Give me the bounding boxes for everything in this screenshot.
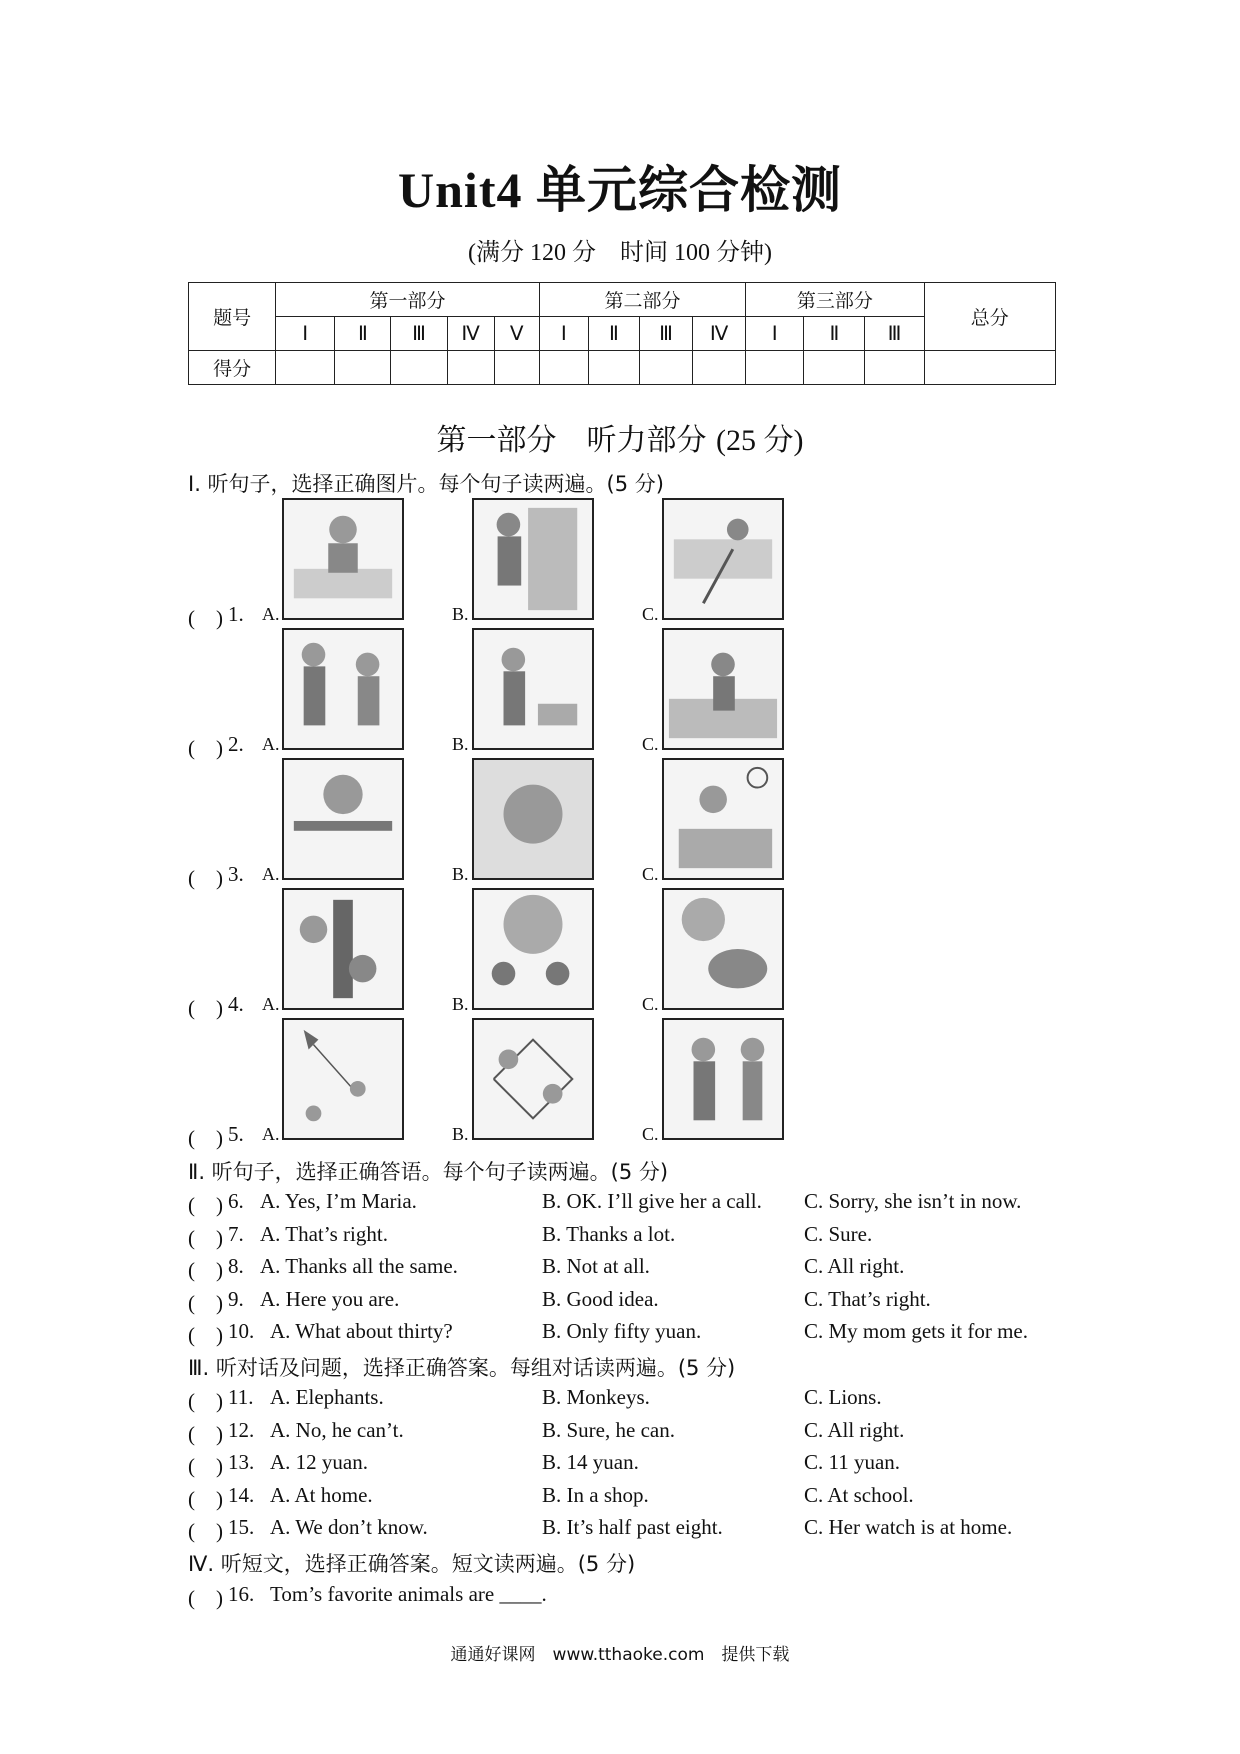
question-number: 8. bbox=[228, 1254, 244, 1278]
section4-instruction: Ⅳ. 听短文，选择正确答案。短文读两遍。(5 分) bbox=[188, 1552, 636, 1576]
score-cell[interactable] bbox=[924, 351, 1055, 385]
question-row-15 bbox=[188, 1515, 1088, 1545]
answer-blank[interactable]: ( ) bbox=[188, 606, 223, 630]
score-cell[interactable] bbox=[391, 351, 447, 385]
option-b: B. OK. I’ll give her a call. bbox=[542, 1189, 762, 1213]
option-c: C. Her watch is at home. bbox=[804, 1515, 1013, 1539]
question-number: 16. bbox=[228, 1582, 255, 1606]
score-col: Ⅲ bbox=[391, 317, 447, 351]
score-cell[interactable] bbox=[639, 351, 692, 385]
answer-blank[interactable]: ( ) bbox=[188, 1519, 223, 1543]
footer-text: 通通好课网 www.tthaoke.com 提供下载 bbox=[450, 1645, 790, 1665]
answer-blank[interactable]: ( ) bbox=[188, 996, 223, 1020]
option-c: C. All right. bbox=[804, 1417, 905, 1442]
question-row-16 bbox=[188, 1582, 1088, 1612]
girl-at-window-picture bbox=[282, 758, 404, 880]
answer-blank[interactable]: ( ) bbox=[188, 1421, 223, 1446]
option-label: C. bbox=[642, 864, 659, 884]
option-c: C. 11 yuan. bbox=[804, 1450, 901, 1474]
question-row-9 bbox=[188, 1287, 1088, 1317]
option-label: C. bbox=[642, 1124, 659, 1144]
score-table bbox=[188, 282, 1056, 385]
option-label: A. bbox=[262, 1124, 280, 1144]
elephants-picture bbox=[662, 888, 784, 1010]
question-number: 10. bbox=[228, 1319, 255, 1343]
option-b: B. Thanks a lot. bbox=[542, 1221, 676, 1246]
answer-blank[interactable]: ( ) bbox=[188, 1258, 223, 1282]
option-c: C. Sure. bbox=[804, 1221, 873, 1246]
option-label: A. bbox=[262, 734, 280, 754]
section3-instruction: Ⅲ. 听对话及问题，选择正确答案。每组对话读两遍。(5 分) bbox=[188, 1356, 736, 1380]
option-a: A. That’s right. bbox=[260, 1221, 388, 1246]
option-label: B. bbox=[452, 864, 469, 884]
option-a: A. Here you are. bbox=[260, 1286, 400, 1311]
option-c: C. Sorry, she isn’t in now. bbox=[804, 1189, 1022, 1213]
score-cell[interactable] bbox=[335, 351, 391, 385]
score-cell[interactable] bbox=[447, 351, 494, 385]
question-number: 9. bbox=[228, 1286, 244, 1311]
question-row-13 bbox=[188, 1450, 1088, 1480]
score-table-total-header: 总分 bbox=[924, 283, 1055, 351]
option-label: C. bbox=[642, 734, 659, 754]
question-number: 12. bbox=[228, 1417, 255, 1442]
option-b: B. Not at all. bbox=[542, 1254, 650, 1278]
option-a: A. Thanks all the same. bbox=[260, 1254, 458, 1278]
page-subtitle: (满分 120 分 时间 100 分钟) bbox=[468, 240, 772, 266]
question-row-12 bbox=[188, 1418, 1088, 1448]
answer-blank[interactable]: ( ) bbox=[188, 1193, 223, 1217]
answer-blank[interactable]: ( ) bbox=[188, 1586, 223, 1610]
score-col: Ⅱ bbox=[804, 317, 865, 351]
score-cell[interactable] bbox=[804, 351, 865, 385]
score-table-part3-header: 第三部分 bbox=[746, 283, 924, 317]
option-a: A. We don’t know. bbox=[270, 1515, 428, 1539]
option-label: B. bbox=[452, 1124, 469, 1144]
question-number: 6. bbox=[228, 1189, 244, 1213]
score-cell[interactable] bbox=[865, 351, 924, 385]
answer-blank[interactable]: ( ) bbox=[188, 736, 223, 760]
man-vacuuming-picture bbox=[662, 498, 784, 620]
option-a: A. Elephants. bbox=[270, 1385, 384, 1409]
lions-under-tree-picture bbox=[472, 888, 594, 1010]
question-number: 11. bbox=[228, 1385, 254, 1409]
score-cell[interactable] bbox=[494, 351, 539, 385]
question-number: 14. bbox=[228, 1482, 255, 1507]
question-row-11 bbox=[188, 1385, 1088, 1415]
score-table-row-label: 题号 bbox=[189, 283, 276, 351]
question-row-6 bbox=[188, 1189, 1088, 1219]
option-b: B. Monkeys. bbox=[542, 1385, 650, 1409]
question-number: 7. bbox=[228, 1221, 244, 1246]
part1-points: (25 分) bbox=[716, 424, 804, 457]
option-b: B. It’s half past eight. bbox=[542, 1515, 723, 1539]
option-label: B. bbox=[452, 994, 469, 1014]
option-label: C. bbox=[642, 994, 659, 1014]
score-col: Ⅱ bbox=[588, 317, 639, 351]
girl-washing-clothes-picture bbox=[282, 498, 404, 620]
option-a: A. At home. bbox=[270, 1482, 373, 1507]
score-table-row-label: 得分 bbox=[189, 351, 276, 385]
question-text: Tom’s favorite animals are ____. bbox=[270, 1582, 547, 1606]
answer-blank[interactable]: ( ) bbox=[188, 866, 223, 890]
answer-blank[interactable]: ( ) bbox=[188, 1454, 223, 1478]
score-cell[interactable] bbox=[693, 351, 746, 385]
option-a: A. No, he can’t. bbox=[270, 1417, 404, 1442]
option-label: B. bbox=[452, 604, 469, 624]
part1-title-text: 第一部分 听力部分 bbox=[436, 423, 707, 458]
answer-blank[interactable]: ( ) bbox=[188, 1486, 223, 1511]
woman-and-boy-with-bucket-picture bbox=[282, 628, 404, 750]
question-number: 5. bbox=[228, 1122, 244, 1146]
score-col: Ⅰ bbox=[539, 317, 588, 351]
option-c: C. At school. bbox=[804, 1482, 914, 1507]
score-cell[interactable] bbox=[539, 351, 588, 385]
option-c: C. All right. bbox=[804, 1254, 905, 1278]
score-col: Ⅴ bbox=[494, 317, 539, 351]
option-b: B. Good idea. bbox=[542, 1286, 659, 1311]
monkeys-in-tree-picture bbox=[282, 888, 404, 1010]
boy-waking-up-picture bbox=[472, 758, 594, 880]
man-with-guitar-picture bbox=[662, 1018, 784, 1140]
option-c: C. That’s right. bbox=[804, 1286, 931, 1311]
question-number: 15. bbox=[228, 1515, 255, 1539]
question-number: 2. bbox=[228, 732, 244, 756]
option-label: A. bbox=[262, 994, 280, 1014]
score-table-part2-header: 第二部分 bbox=[539, 283, 745, 317]
score-col: Ⅳ bbox=[447, 317, 494, 351]
option-label: C. bbox=[642, 604, 659, 624]
option-c: C. My mom gets it for me. bbox=[804, 1319, 1028, 1343]
question-number: 4. bbox=[228, 992, 244, 1016]
boy-in-park-picture bbox=[662, 628, 784, 750]
score-cell[interactable] bbox=[588, 351, 639, 385]
question-row-10 bbox=[188, 1319, 1088, 1349]
score-cell[interactable] bbox=[746, 351, 804, 385]
option-b: B. Only fifty yuan. bbox=[542, 1319, 702, 1343]
score-col: Ⅳ bbox=[693, 317, 746, 351]
option-label: A. bbox=[262, 604, 280, 624]
score-col: Ⅰ bbox=[276, 317, 335, 351]
score-cell[interactable] bbox=[276, 351, 335, 385]
question-number: 1. bbox=[228, 602, 244, 626]
score-col: Ⅱ bbox=[335, 317, 391, 351]
part1-title bbox=[0, 415, 1240, 459]
section2-instruction: Ⅱ. 听句子，选择正确答语。每个句子读两遍。(5 分) bbox=[188, 1160, 669, 1184]
page-title: Unit4 单元综合检测 bbox=[398, 162, 842, 218]
score-col: Ⅲ bbox=[865, 317, 924, 351]
option-a: A. Yes, I’m Maria. bbox=[260, 1189, 417, 1213]
question-row-14 bbox=[188, 1483, 1088, 1513]
woman-with-toolbox-picture bbox=[472, 628, 594, 750]
option-b: B. Sure, he can. bbox=[542, 1417, 675, 1442]
option-a: A. 12 yuan. bbox=[270, 1450, 368, 1474]
option-a: A. What about thirty? bbox=[270, 1319, 453, 1343]
option-label: A. bbox=[262, 864, 280, 884]
answer-blank[interactable]: ( ) bbox=[188, 1126, 223, 1150]
option-b: B. 14 yuan. bbox=[542, 1450, 639, 1474]
question-number: 3. bbox=[228, 862, 244, 886]
woman-at-wardrobe-picture bbox=[472, 498, 594, 620]
answer-blank[interactable]: ( ) bbox=[188, 1323, 223, 1347]
question-row-7 bbox=[188, 1222, 1088, 1252]
option-label: B. bbox=[452, 734, 469, 754]
answer-blank[interactable]: ( ) bbox=[188, 1389, 223, 1413]
children-flying-kite-picture bbox=[282, 1018, 404, 1140]
answer-blank[interactable]: ( ) bbox=[188, 1290, 223, 1315]
girl-in-bed-clock-picture bbox=[662, 758, 784, 880]
option-c: C. Lions. bbox=[804, 1385, 882, 1409]
score-table-part1-header: 第一部分 bbox=[276, 283, 540, 317]
score-col: Ⅲ bbox=[639, 317, 692, 351]
children-on-phone-picture bbox=[472, 1018, 594, 1140]
score-col: Ⅰ bbox=[746, 317, 804, 351]
option-b: B. In a shop. bbox=[542, 1482, 649, 1507]
question-row-8 bbox=[188, 1254, 1088, 1284]
question-number: 13. bbox=[228, 1450, 255, 1474]
answer-blank[interactable]: ( ) bbox=[188, 1225, 223, 1250]
section1-instruction: Ⅰ. 听句子，选择正确图片。每个句子读两遍。(5 分) bbox=[188, 472, 664, 496]
